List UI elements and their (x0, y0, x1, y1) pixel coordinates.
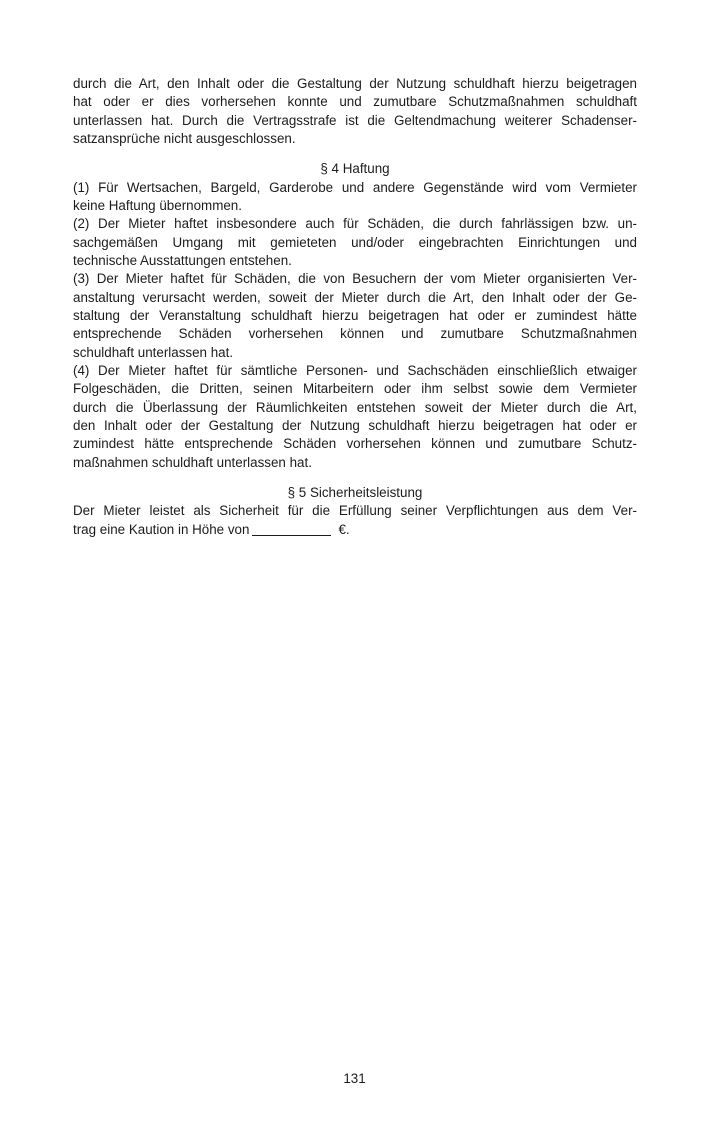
text-line: durch die Überlassung der Räumlichkeiten entstehen soweit der Mieter durch die Art, (73, 399, 637, 415)
section-4-heading: § 4 Haftung (320, 161, 390, 177)
text-line: keine Haftung übernommen. (73, 197, 242, 213)
text-line: anstaltung verursacht werden, soweit der Mieter durch die Art, den Inhalt oder der Ge- (73, 289, 637, 305)
text-line: (4) Der Mieter haftet für sämtliche Personen- und Sachschäden einschließlich etwaiger (73, 362, 637, 378)
text-segment: trag eine Kaution in Höhe von (73, 521, 250, 537)
kaution-amount-blank-field (252, 523, 331, 536)
text-segment: €. (338, 521, 350, 537)
text-line (73, 521, 637, 539)
contract-text-block (73, 75, 637, 539)
paragraph-4-2 (73, 215, 637, 270)
text-line: staltung der Veranstaltung schuldhaft hierzu beigetragen hat oder er zumindest hätte (73, 307, 637, 323)
page-number: 131 (343, 1071, 366, 1086)
text-line: satzansprüche nicht ausgeschlossen. (73, 130, 296, 146)
text-line: (1) Für Wertsachen, Bargeld, Garderobe und andere Gegenstände wird vom Vermieter (73, 179, 637, 195)
paragraph-4-1 (73, 179, 637, 216)
paragraph-4-3 (73, 270, 637, 362)
paragraph-5-1 (73, 502, 637, 539)
text-line: sachgemäßen Umgang mit gemieteten und/oder eingebrachten Einrichtungen und (73, 234, 637, 250)
text-line: (2) Der Mieter haftet insbesondere auch für Schäden, die durch fahrlässigen bzw. un- (73, 216, 637, 232)
text-line: den Inhalt oder der Gestaltung der Nutzung schuldhaft hierzu beigetragen hat oder er (73, 417, 637, 433)
text-line: Folgeschäden, die Dritten, seinen Mitarbeitern oder ihm selbst sowie dem Vermieter (73, 381, 637, 397)
paragraph-intro (73, 75, 637, 148)
text-line: hat oder er dies vorhersehen konnte und zumutbare Schutzmaßnahmen schuldhaft (73, 94, 637, 110)
text-line: durch die Art, den Inhalt oder die Gestaltung der Nutzung schuldhaft hierzu beigetragen (73, 76, 637, 91)
paragraph-4-4 (73, 362, 637, 472)
text-line: schuldhaft unterlassen hat. (73, 344, 234, 360)
section-5-heading: § 5 Sicherheitsleistung (287, 484, 423, 500)
text-line: entsprechende Schäden vorhersehen können und zumutbare Schutzmaßnahmen (73, 326, 637, 342)
text-line: maßnahmen schuldhaft unterlassen hat. (73, 454, 312, 470)
text-line: zumindest hätte entsprechende Schäden vorhersehen können und zumutbare Schutz- (73, 436, 637, 452)
text-line: (3) Der Mieter haftet für Schäden, die von Besuchern der vom Mieter organisierten Ver- (73, 271, 637, 287)
text-line: unterlassen hat. Durch die Vertragsstrafe ist die Geltendmachung weiterer Schadenser- (73, 112, 637, 128)
text-line: technische Ausstattungen entstehen. (73, 252, 292, 268)
text-line: Der Mieter leistet als Sicherheit für die Erfüllung seiner Verpflichtungen aus dem Ver- (73, 503, 637, 519)
